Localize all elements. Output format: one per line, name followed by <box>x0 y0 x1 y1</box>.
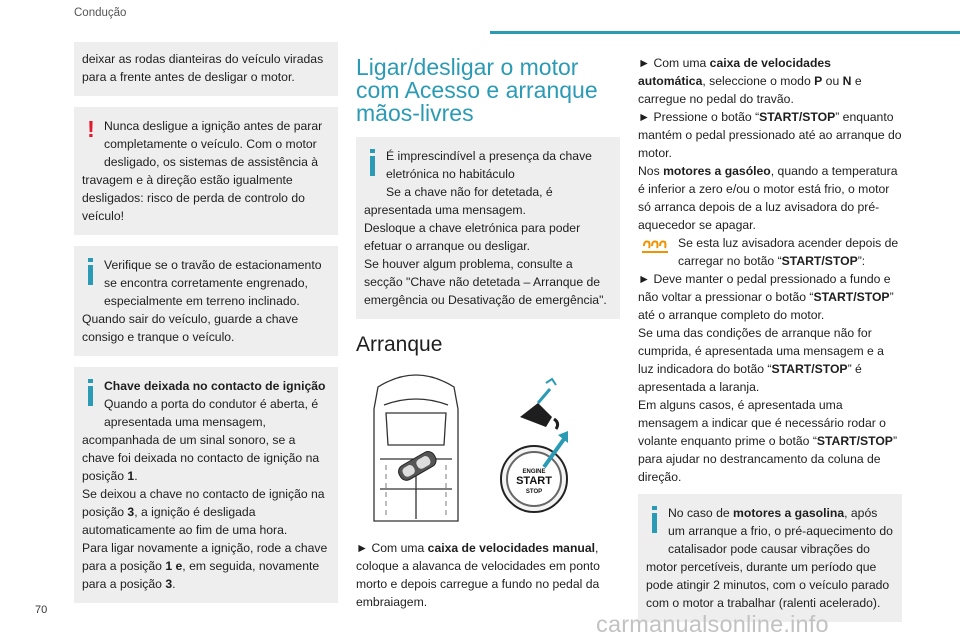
start-illustration <box>356 369 620 527</box>
car-key-illustration <box>356 369 620 527</box>
page-number: 70 <box>35 604 48 616</box>
steering-note: Em alguns casos, é apresentada uma mensagem a indicar que é necessário rodar o volante enquanto prime o botão “START/STOP” para ajudar no destrancamento da coluna de direção. <box>638 398 898 484</box>
start-instructions <box>638 54 902 486</box>
preheater-warning-icon <box>640 238 670 262</box>
diesel-note: Nos motores a gasóleo, quando a temperatura é inferior a zero e/ou o motor está frio, o motor só arranca depois de a luz avisadora do pré-aquecedor se apagar. <box>638 164 898 232</box>
start-stop-button-icon <box>501 431 568 512</box>
warning-box <box>74 107 338 235</box>
keep-pedal-step: ► Deve manter o pedal pressionado a fundo e não voltar a pressionar o botão “START/STOP” até o arranque completo do motor. <box>638 272 894 322</box>
info-box-key-presence <box>356 137 620 319</box>
warning-text: Nunca desligue a ignição antes de parar completamente o veículo. Com o motor desligado, os sistemas de assistência à travagem e à direção estão igualmente desligados: risco de perda de controlo do veículo! <box>82 119 323 223</box>
info-icon <box>82 377 100 415</box>
info-icon <box>646 504 664 542</box>
info-icon <box>364 147 382 185</box>
continued-note-text: deixar as rodas dianteiras do veículo viradas para a frente antes de desligar o motor. <box>82 52 324 84</box>
key-fob-icon <box>396 449 439 483</box>
header-accent-bar <box>490 31 960 34</box>
info-box-key <box>74 367 338 603</box>
continued-note-box <box>74 42 338 96</box>
info-box-parking <box>74 246 338 356</box>
info-presence-l1: É imprescindível a presença da chave eletrónica no habitáculo <box>386 149 592 181</box>
info-presence-l4: Se houver algum problema, consulte a secção "Chave não detetada – Arranque de emergência ou Desativação de emergência". <box>364 257 607 307</box>
button-label-engine: ENGINE <box>522 469 546 475</box>
manual-gearbox-text: ► Com uma caixa de velocidades manual, coloque a alavanca de velocidades em ponto morto e depois carregue a fundo no pedal da embraiagem. <box>356 541 600 609</box>
pedal-foot-icon <box>520 379 558 429</box>
column-2 <box>356 44 620 611</box>
info-icon <box>82 256 100 294</box>
watermark: carmanualsonline.info <box>596 611 829 637</box>
warning-icon: ! <box>87 116 95 142</box>
auto-gearbox-step: ► Com uma caixa de velocidades automática, seleccione o modo P ou N e carregue no pedal do travão. <box>638 56 862 106</box>
column-1 <box>74 42 338 614</box>
info-key-title: Chave deixada no contacto de ignição <box>104 379 326 393</box>
column-3 <box>638 54 902 633</box>
button-label-stop: STOP <box>525 489 543 495</box>
button-label-start: START <box>516 475 552 487</box>
info-box-petrol <box>638 494 902 622</box>
info-key-para-1: Quando a porta do condutor é aberta, é apresentada uma mensagem, acompanhada de um sinal sonoro, se a chave foi deixada no contacto de ignição na posição 1. <box>82 397 320 483</box>
section-heading: Ligar/desligar o motor com Acesso e arranque mãos-livres <box>356 54 598 126</box>
car-topview-icon <box>374 375 458 521</box>
info-lock-text: Quando sair do veículo, guarde a chave consigo e tranque o veículo. <box>82 312 299 344</box>
info-presence-l3: Desloque a chave eletrónica para poder efetuar o arranque ou desligar. <box>364 221 581 253</box>
press-button-step: ► Pressione o botão “START/STOP” enquanto mantém o pedal pressionado até ao arranque do motor. <box>638 110 902 160</box>
petrol-info-text: No caso de motores a gasolina, após um arranque a frio, o pré-aquecimento do catalisador pode causar vibrações do motor percetíveis, durante um período que pode atingir 2 minutos, com o veículo parado com o motor a trabalhar (ralenti acelerado). <box>646 506 893 610</box>
conditions-note: Se uma das condições de arranque não for cumprida, é apresentada uma mensagem e a luz indicadora do botão “START/STOP” é apresentada a laranja. <box>638 326 884 394</box>
subheading-arranque: Arranque <box>356 333 443 356</box>
header-title: Condução <box>74 7 127 19</box>
info-key-para-3: Para ligar novamente a ignição, rode a chave para a posição 1 e, em seguida, novamente para a posição 3. <box>82 541 328 591</box>
info-parking-text: Verifique se o travão de estacionamento se encontra corretamente engrenado, especialmente em terreno inclinado. <box>104 258 322 308</box>
info-key-para-2: Se deixou a chave no contacto de ignição na posição 3, a ignição é desligada automaticamente ao fim de uma hora. <box>82 487 325 537</box>
preheater-warning-row: Se esta luz avisadora acender depois de carregar no botão “START/STOP”: <box>638 234 902 270</box>
info-presence-l2: Se a chave não for detetada, é apresentada uma mensagem. <box>364 185 553 217</box>
